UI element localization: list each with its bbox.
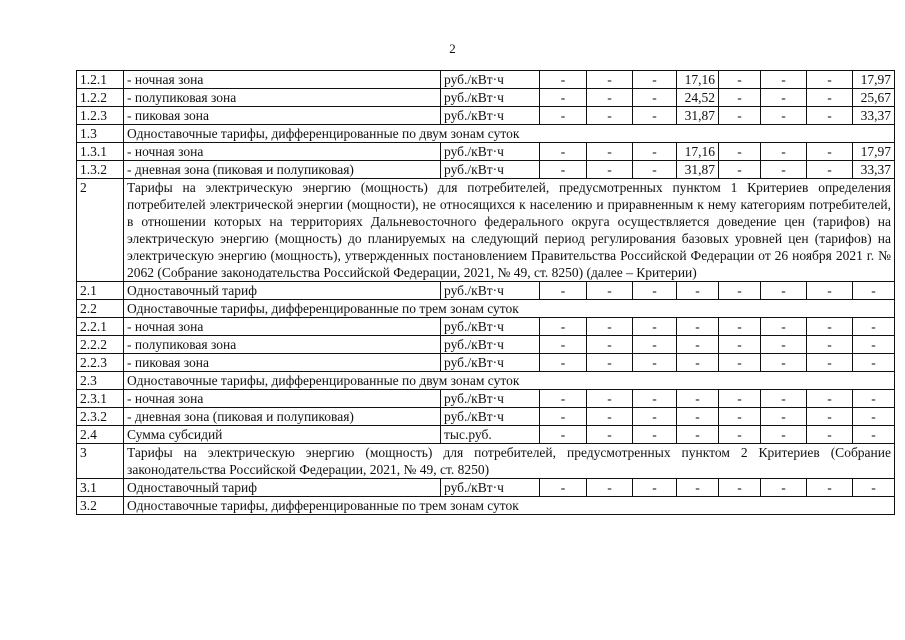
value-cell: - [677, 479, 719, 497]
value-cell: 17,97 [853, 143, 895, 161]
value-cell: - [633, 143, 677, 161]
value-cell: - [540, 71, 587, 89]
tariff-table [76, 70, 895, 515]
value-cell: - [853, 390, 895, 408]
value-cell: - [587, 71, 633, 89]
value-cell: - [853, 336, 895, 354]
section-title: Одноставочные тарифы, дифференцированные по трем зонам суток [124, 300, 895, 318]
value-cell: - [719, 336, 761, 354]
value-cell: 33,37 [853, 107, 895, 125]
row-name: - полупиковая зона [124, 89, 441, 107]
row-unit: руб./кВт·ч [441, 354, 540, 372]
page-number: 2 [449, 41, 456, 56]
section-row [77, 372, 895, 390]
value-cell: - [719, 408, 761, 426]
value-cell: - [587, 282, 633, 300]
row-unit: руб./кВт·ч [441, 408, 540, 426]
value-cell: - [761, 161, 807, 179]
value-cell: - [540, 89, 587, 107]
value-cell: 25,67 [853, 89, 895, 107]
value-cell: - [807, 318, 853, 336]
value-cell: - [587, 479, 633, 497]
value-cell: - [540, 107, 587, 125]
value-cell: - [587, 390, 633, 408]
row-code: 3.2 [77, 497, 124, 515]
value-cell: - [633, 89, 677, 107]
section-row [77, 179, 895, 282]
value-cell: - [807, 282, 853, 300]
section-title: Одноставочные тарифы, дифференцированные по двум зонам суток [124, 372, 895, 390]
value-cell: - [540, 143, 587, 161]
value-cell: - [761, 282, 807, 300]
value-cell: - [587, 408, 633, 426]
row-code: 1.3.2 [77, 161, 124, 179]
value-cell: - [761, 89, 807, 107]
value-cell: - [540, 318, 587, 336]
value-cell: - [587, 161, 633, 179]
row-name: - пиковая зона [124, 354, 441, 372]
value-cell: - [807, 89, 853, 107]
row-code: 2.2.3 [77, 354, 124, 372]
value-cell: 24,52 [677, 89, 719, 107]
value-cell: - [761, 390, 807, 408]
value-cell: - [761, 408, 807, 426]
value-cell: - [633, 336, 677, 354]
value-cell: - [540, 408, 587, 426]
row-code: 1.2.1 [77, 71, 124, 89]
value-cell: - [633, 107, 677, 125]
value-cell: - [719, 71, 761, 89]
row-name: - полупиковая зона [124, 336, 441, 354]
value-cell: - [719, 161, 761, 179]
value-cell: - [540, 479, 587, 497]
value-cell: 17,97 [853, 71, 895, 89]
table-row [77, 354, 895, 372]
value-cell: - [719, 107, 761, 125]
table-row [77, 318, 895, 336]
row-unit: руб./кВт·ч [441, 71, 540, 89]
value-cell: - [540, 426, 587, 444]
table-row [77, 107, 895, 125]
section-title: Одноставочные тарифы, дифференцированные по трем зонам суток [124, 497, 895, 515]
value-cell: - [807, 479, 853, 497]
row-code: 3.1 [77, 479, 124, 497]
value-cell: - [633, 390, 677, 408]
value-cell: - [540, 161, 587, 179]
value-cell: - [719, 89, 761, 107]
table-row [77, 426, 895, 444]
table-row [77, 390, 895, 408]
table-row [77, 336, 895, 354]
table-row [77, 282, 895, 300]
value-cell: - [540, 282, 587, 300]
row-name: - ночная зона [124, 71, 441, 89]
row-unit: руб./кВт·ч [441, 282, 540, 300]
section-title: Тарифы на электрическую энергию (мощность) для потребителей, предусмотренных пунктом 1 Критериев определения потребителей электрической энергии (мощности), не относящихся к населению и приравненным к нему категориям потребителей, в отношении которых на территориях Дальневосточного федерального округа осуществляется доведение цен (тарифов) на электрическую энергию (мощность) до планируемых на следующий период регулирования базовых уровней цен (тарифов) на электрическую энергию (мощность), утвержденных постановлением Правительства Российской Федерации от 26 ноября 2021 г. № 2062 (Собрание законодательства Российской Федерации, 2021, № 49, ст. 8250) (далее – Критерии) [124, 179, 895, 282]
value-cell: - [587, 318, 633, 336]
value-cell: - [853, 318, 895, 336]
value-cell: - [633, 479, 677, 497]
row-code: 2.3.2 [77, 408, 124, 426]
value-cell: - [761, 479, 807, 497]
value-cell: - [719, 390, 761, 408]
value-cell: - [807, 143, 853, 161]
table-row [77, 161, 895, 179]
row-unit: тыс.руб. [441, 426, 540, 444]
value-cell: - [719, 282, 761, 300]
row-code: 2 [77, 179, 124, 282]
row-unit: руб./кВт·ч [441, 143, 540, 161]
value-cell: - [677, 426, 719, 444]
row-code: 1.3.1 [77, 143, 124, 161]
value-cell: - [540, 354, 587, 372]
value-cell: - [853, 354, 895, 372]
value-cell: - [761, 336, 807, 354]
value-cell: - [587, 89, 633, 107]
tariff-table-body [77, 71, 895, 515]
table-row [77, 143, 895, 161]
value-cell: - [677, 354, 719, 372]
value-cell: - [633, 318, 677, 336]
value-cell: - [633, 354, 677, 372]
value-cell: - [677, 318, 719, 336]
value-cell: - [807, 107, 853, 125]
value-cell: - [853, 479, 895, 497]
value-cell: - [719, 318, 761, 336]
table-row [77, 408, 895, 426]
value-cell: - [719, 354, 761, 372]
section-row [77, 444, 895, 479]
row-unit: руб./кВт·ч [441, 318, 540, 336]
value-cell: - [677, 282, 719, 300]
value-cell: 33,37 [853, 161, 895, 179]
table-row [77, 89, 895, 107]
value-cell: - [807, 161, 853, 179]
value-cell: - [807, 354, 853, 372]
value-cell: - [807, 426, 853, 444]
row-name: Сумма субсидий [124, 426, 441, 444]
row-unit: руб./кВт·ч [441, 336, 540, 354]
value-cell: - [853, 426, 895, 444]
row-name: - ночная зона [124, 143, 441, 161]
row-unit: руб./кВт·ч [441, 161, 540, 179]
value-cell: - [587, 107, 633, 125]
value-cell: - [540, 390, 587, 408]
value-cell: - [807, 336, 853, 354]
value-cell: - [719, 426, 761, 444]
section-row [77, 497, 895, 515]
row-code: 2.4 [77, 426, 124, 444]
section-title: Тарифы на электрическую энергию (мощность) для потребителей, предусмотренных пунктом 2 Критериев (Собрание законодательства Российской Федерации, 2021, № 49, ст. 8250) [124, 444, 895, 479]
row-code: 2.2.1 [77, 318, 124, 336]
value-cell: - [587, 426, 633, 444]
row-name: - ночная зона [124, 318, 441, 336]
row-code: 1.2.2 [77, 89, 124, 107]
value-cell: - [853, 282, 895, 300]
row-code: 2.2.2 [77, 336, 124, 354]
row-name: Одноставочный тариф [124, 479, 441, 497]
row-code: 2.1 [77, 282, 124, 300]
row-name: Одноставочный тариф [124, 282, 441, 300]
value-cell: - [633, 161, 677, 179]
row-unit: руб./кВт·ч [441, 89, 540, 107]
value-cell: - [540, 336, 587, 354]
value-cell: - [633, 282, 677, 300]
row-name: - ночная зона [124, 390, 441, 408]
value-cell: - [761, 107, 807, 125]
value-cell: - [677, 336, 719, 354]
row-code: 1.3 [77, 125, 124, 143]
value-cell: - [761, 354, 807, 372]
row-unit: руб./кВт·ч [441, 107, 540, 125]
value-cell: 31,87 [677, 107, 719, 125]
value-cell: - [761, 71, 807, 89]
value-cell: - [633, 71, 677, 89]
value-cell: - [807, 408, 853, 426]
row-name: - дневная зона (пиковая и полупиковая) [124, 161, 441, 179]
row-code: 1.2.3 [77, 107, 124, 125]
row-code: 2.3.1 [77, 390, 124, 408]
value-cell: - [719, 143, 761, 161]
row-unit: руб./кВт·ч [441, 390, 540, 408]
value-cell: - [807, 71, 853, 89]
row-unit: руб./кВт·ч [441, 479, 540, 497]
value-cell: 17,16 [677, 71, 719, 89]
table-row [77, 71, 895, 89]
value-cell: - [761, 318, 807, 336]
section-row [77, 300, 895, 318]
table-row [77, 479, 895, 497]
value-cell: - [587, 336, 633, 354]
section-title: Одноставочные тарифы, дифференцированные по двум зонам суток [124, 125, 895, 143]
value-cell: - [677, 408, 719, 426]
row-name: - пиковая зона [124, 107, 441, 125]
row-code: 2.2 [77, 300, 124, 318]
value-cell: - [633, 408, 677, 426]
value-cell: 17,16 [677, 143, 719, 161]
row-code: 2.3 [77, 372, 124, 390]
value-cell: - [719, 479, 761, 497]
section-row [77, 125, 895, 143]
value-cell: - [761, 143, 807, 161]
value-cell: - [587, 143, 633, 161]
value-cell: - [587, 354, 633, 372]
row-code: 3 [77, 444, 124, 479]
row-name: - дневная зона (пиковая и полупиковая) [124, 408, 441, 426]
value-cell: - [853, 408, 895, 426]
value-cell: - [807, 390, 853, 408]
value-cell: - [761, 426, 807, 444]
value-cell: 31,87 [677, 161, 719, 179]
value-cell: - [677, 390, 719, 408]
value-cell: - [633, 426, 677, 444]
